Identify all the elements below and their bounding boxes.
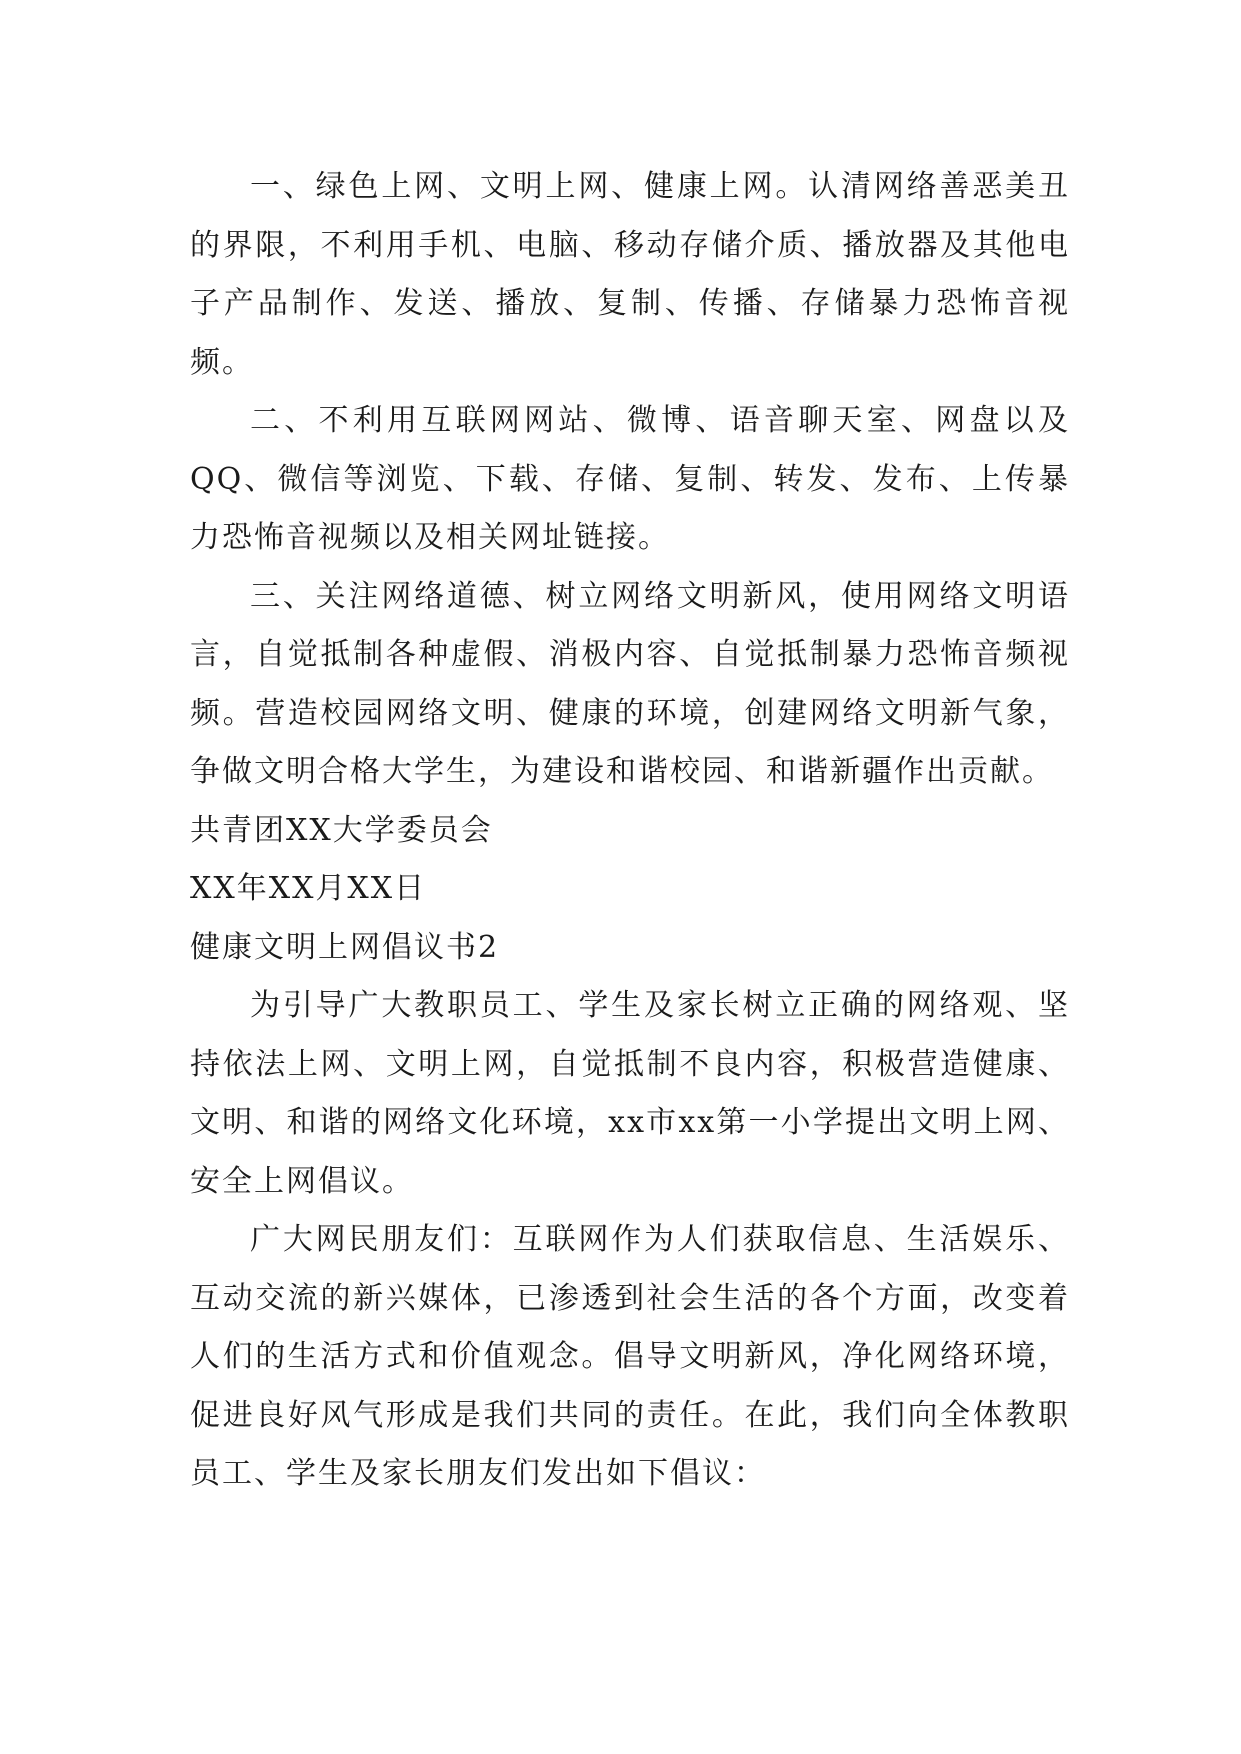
document-body [190, 158, 1070, 1504]
paragraph-network-ethics: 三、关注网络道德、树立网络文明新风，使用网络文明语言，自觉抵制各种虚假、消极内容、自觉抵制暴力恐怖音频视频。营造校园网络文明、健康的环境，创建网络文明新气象，争做文明合格大学生，为建设和谐校园、和谐新疆作出贡献。 [190, 578, 1070, 789]
section-title: 健康文明上网倡议书2 [190, 929, 500, 965]
paragraph-intro: 为引导广大教职员工、学生及家长树立正确的网络观、坚持依法上网、文明上网，自觉抵制不良内容，积极营造健康、文明、和谐的网络文化环境，xx市xx第一小学提出文明上网、安全上网倡议。 [190, 988, 1070, 1199]
date-line: XX年XX月XX日 [190, 871, 427, 906]
paragraph-no-violent-content: 二、不利用互联网网站、微博、语音聊天室、网盘以及QQ、微信等浏览、下载、存储、复制、转发、发布、上传暴力恐怖音视频以及相关网址链接。 [190, 403, 1070, 555]
paragraph-green-internet: 一、绿色上网、文明上网、健康上网。认清网络善恶美丑的界限，不利用手机、电脑、移动存储介质、播放器及其他电子产品制作、发送、播放、复制、传播、存储暴力恐怖音视频。 [190, 169, 1070, 380]
signature-line: 共青团XX大学委员会 [190, 812, 493, 848]
paragraph-netizens: 广大网民朋友们：互联网作为人们获取信息、生活娱乐、互动交流的新兴媒体，已渗透到社会生活的各个方面，改变着人们的生活方式和价值观念。倡导文明新风，净化网络环境，促进良好风气形成是我们共同的责任。在此，我们向全体教职员工、学生及家长朋友们发出如下倡议： [190, 1222, 1070, 1491]
